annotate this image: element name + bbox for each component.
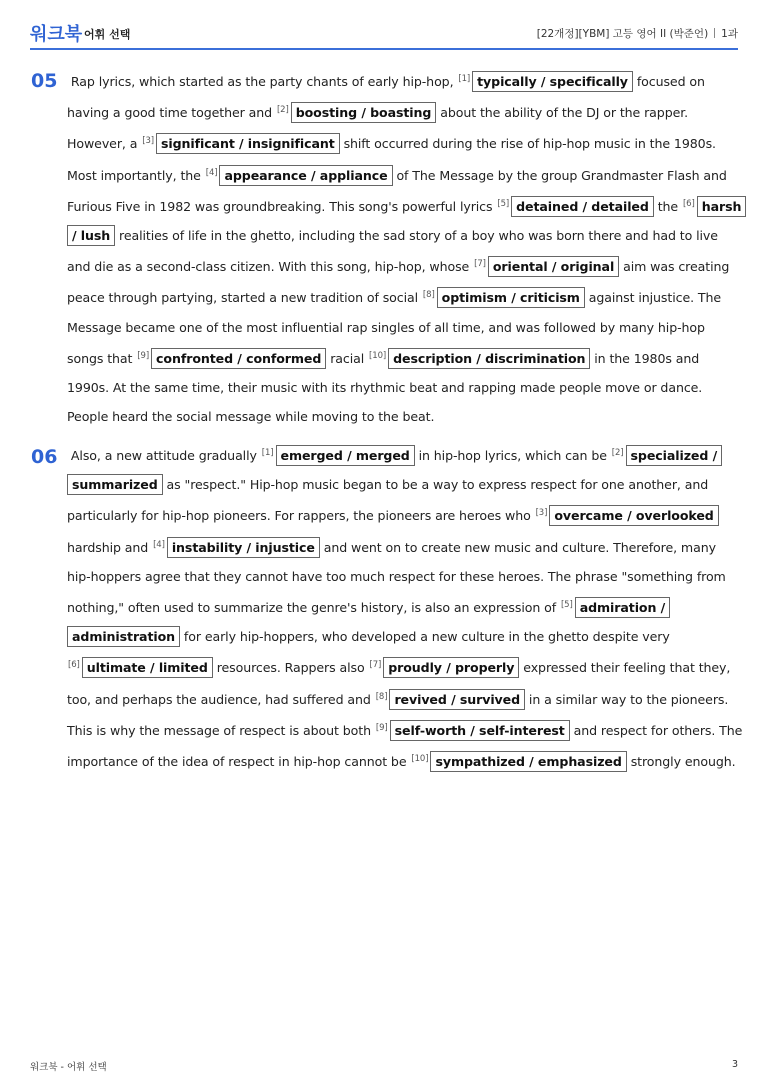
choice-box[interactable]: revived / survived (389, 689, 525, 710)
choice-box[interactable]: ultimate / limited (82, 657, 213, 678)
passage-text: realities of life in the ghetto, including the sad story of a boy who was born there and had to live and die as a second-class citizen. With this song, hip-hop, whose (67, 228, 718, 275)
choice-box[interactable]: description / discrimination (388, 348, 590, 369)
passage-text: Rap lyrics, which started as the party chants of early hip-hop, (70, 74, 458, 89)
question-number: 06 (31, 446, 58, 468)
choice-box[interactable]: instability / injustice (167, 537, 320, 558)
passage-text: as "respect." Hip-hop music began to be a way to express respect for one another, and particularly for hip-hop pioneers. For rappers, the pioneers are heroes who (67, 477, 709, 524)
blank-marker: [10] (369, 350, 387, 361)
blank-marker: [3] (535, 508, 548, 519)
passage-text: Also, a new attitude gradually (70, 448, 261, 463)
passage-05 (67, 65, 743, 431)
blank-marker: [2] (276, 105, 289, 116)
choice-box[interactable]: harsh / lush (67, 196, 746, 246)
blank-marker: [3] (142, 136, 154, 147)
passage-text: focused on having a good time together and (67, 74, 705, 121)
choice-box[interactable]: sympathized / emphasized (430, 751, 626, 772)
question-number: 05 (31, 70, 58, 92)
passage-text: in hip-hop lyrics, which can be (418, 448, 611, 463)
footer-label: 워크북 - 어휘 선택 (30, 1062, 107, 1073)
choice-box[interactable]: boosting / boasting (291, 102, 437, 123)
passage-text: for early hip-hoppers, who developed a new culture in the ghetto despite very (183, 629, 670, 645)
choice-box[interactable]: overcame / overlooked (549, 505, 718, 526)
lesson-label: 1과 (721, 28, 738, 40)
blank-marker: [7] (369, 660, 382, 671)
choice-box[interactable]: optimism / criticism (437, 287, 585, 308)
choice-box[interactable]: proudly / properly (383, 657, 519, 678)
blank-marker: [4] (153, 539, 165, 550)
blank-marker: [4] (205, 167, 218, 178)
choice-box[interactable]: self-worth / self-interest (390, 720, 570, 741)
blank-marker: [6] (68, 660, 80, 671)
passage-text: strongly enough. (630, 754, 736, 770)
passage-text: and respect for others. The importance of the idea of respect in hip-hop cannot be (67, 722, 743, 770)
header-divider (714, 28, 715, 38)
choice-box[interactable]: typically / specifically (472, 71, 633, 92)
page-number: 3 (731, 1059, 738, 1070)
course-info (537, 26, 738, 41)
passage-text: resources. Rappers also (216, 660, 369, 676)
choice-box[interactable]: oriental / original (488, 256, 619, 277)
passage-text: the (657, 198, 682, 214)
passage-06 (67, 439, 743, 776)
choice-box[interactable]: specialized / summarized (67, 445, 722, 495)
blank-marker: [2] (611, 448, 624, 458)
choice-box[interactable]: admiration / administration (67, 597, 670, 647)
blank-marker: [10] (411, 754, 429, 765)
blank-marker: [1] (261, 448, 274, 458)
passage-text: aim was creating peace through partying, started a new tradition of social (67, 259, 730, 306)
blank-marker: [9] (137, 350, 150, 361)
header-subtitle: 어휘 선택 (84, 28, 131, 41)
blank-marker: [8] (375, 691, 388, 702)
passage-text: in a similar way to the pioneers. This is why the message of respect is about both (67, 691, 729, 738)
choice-box[interactable]: significant / insignificant (156, 133, 340, 154)
passage-text: hardship and (67, 539, 153, 555)
blank-marker: [9] (375, 722, 388, 733)
page-header (30, 20, 738, 50)
passage-text: racial (330, 350, 369, 366)
blank-marker: [1] (458, 74, 471, 84)
choice-box[interactable]: appearance / appliance (219, 165, 392, 186)
passage-text: of The Message by the group Grandmaster Flash and Furious Five in 1982 was groundbreaking. This song's powerful lyrics (67, 167, 727, 214)
passage-text: and went on to create new music and culture. Therefore, many hip-hoppers agree that they cannot have too much respect for these heroes. The phrase "something from nothing," often used to summarize the genre's history, is also an expression of (67, 539, 726, 616)
choice-box[interactable]: detained / detailed (511, 196, 654, 217)
choice-box[interactable]: confronted / conformed (151, 348, 326, 369)
passage-text: in the 1980s and 1990s. At the same time, their music with its rhythmic beat and rapping made people move or dance. People heard the social message while moving to the beat. (67, 350, 703, 425)
brand-title: 워크북 (30, 24, 83, 45)
blank-marker: [6] (682, 198, 695, 209)
course-title: [22개정][YBM] 고등 영어 II (박준언) (536, 28, 709, 40)
blank-marker: [8] (422, 290, 435, 301)
passage-text: against injustice. The Message became one of the most influential rap singles of all time, and was followed by many hip-hop songs that (67, 290, 722, 366)
choice-box[interactable]: emerged / merged (276, 445, 415, 466)
blank-marker: [5] (560, 600, 573, 611)
passage-text: about the ability of the DJ or the rapper. However, a (67, 105, 689, 152)
blank-marker: [7] (474, 259, 486, 270)
blank-marker: [5] (497, 198, 510, 209)
passage-text: expressed their feeling that they, too, and perhaps the audience, had suffered and (67, 660, 731, 707)
passage-text: shift occurred during the rise of hip-hop music in the 1980s. Most importantly, the (67, 136, 716, 183)
